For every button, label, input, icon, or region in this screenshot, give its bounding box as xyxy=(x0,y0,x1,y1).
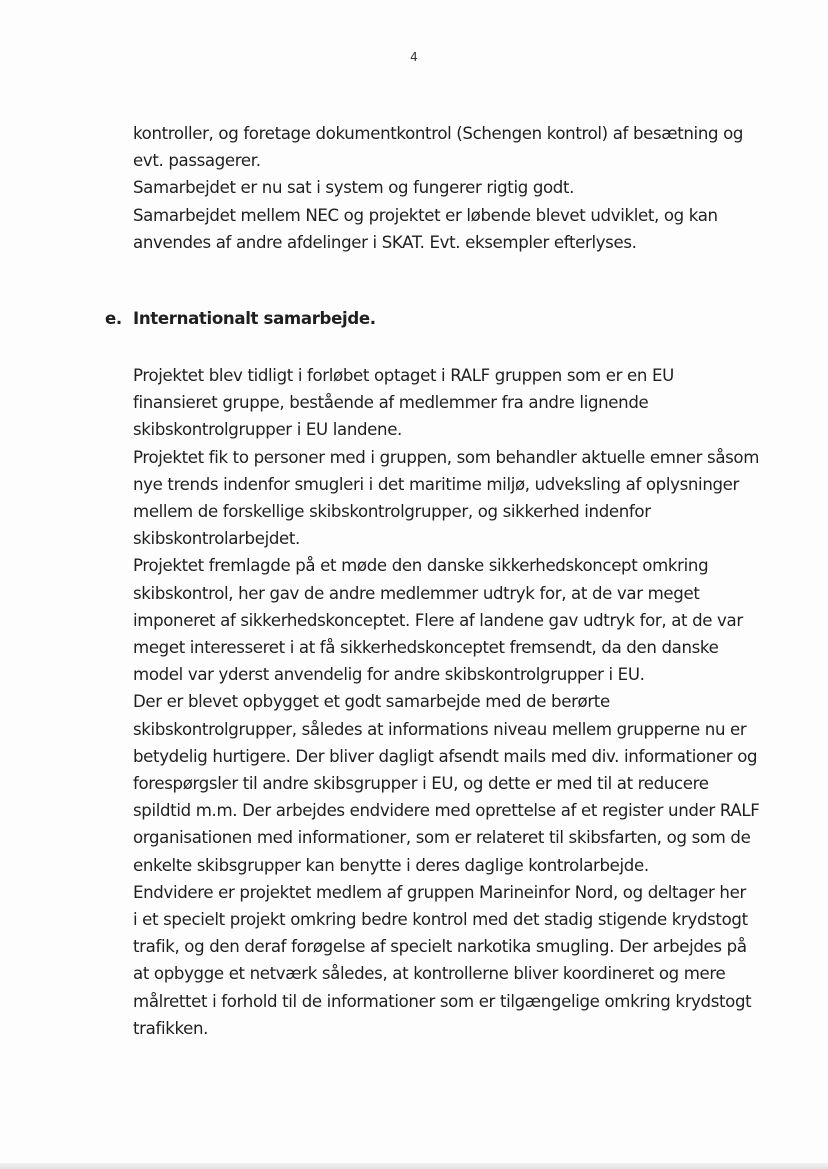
text-line: model var yderst anvendelig for andre skibskontrolgrupper i EU. xyxy=(133,665,645,685)
text-line: Samarbejdet mellem NEC og projektet er løbende blevet udviklet, og kan xyxy=(133,205,718,225)
text-line: trafikken. xyxy=(133,1018,209,1038)
text-line: evt. passagerer. xyxy=(133,151,261,171)
text-line: målrettet i forhold til de informationer som er tilgængelige omkring krydstogt xyxy=(133,991,752,1011)
text-line: Endvidere er projektet medlem af gruppen Marineinfor Nord, og deltager her xyxy=(133,882,746,902)
text-line: Samarbejdet er nu sat i system og fungerer rigtig godt. xyxy=(133,178,575,198)
page-number: 4 xyxy=(410,50,418,64)
text-line: mellem de forskellige skibskontrolgrupper, og sikkerhed indenfor xyxy=(133,502,651,522)
text-line: Projektet fremlagde på et møde den danske sikkerhedskoncept omkring xyxy=(133,556,709,576)
text-line: kontroller, og foretage dokumentkontrol (Schengen kontrol) af besætning og xyxy=(133,124,744,143)
text-line: skibskontrolgrupper, således at informations niveau mellem grupperne nu er xyxy=(133,719,747,739)
text-line: finansieret gruppe, bestående af medlemmer fra andre lignende xyxy=(133,393,649,413)
scan-bottom-edge xyxy=(0,1163,828,1169)
text-line: enkelte skibsgrupper kan benytte i deres daglige kontrolarbejde. xyxy=(133,855,649,875)
text-line: Projektet fik to personer med i gruppen, som behandler aktuelle emner såsom xyxy=(133,447,760,467)
text-line: skibskontrolgrupper i EU landene. xyxy=(133,420,402,440)
text-line: trafik, og den deraf forøgelse af specielt narkotika smugling. Der arbejdes på xyxy=(133,937,747,957)
text-line: meget interesseret i at få sikkerhedskonceptet fremsendt, da den danske xyxy=(133,638,719,658)
text-line: Der er blevet opbygget et godt samarbejde med de berørte xyxy=(133,692,610,712)
text-line: skibskontrolarbejdet. xyxy=(133,529,300,549)
text-line: anvendes af andre afdelinger i SKAT. Evt. eksempler efterlyses. xyxy=(133,232,637,252)
text-line: nye trends indenfor smugleri i det maritime miljø, udveksling af oplysninger xyxy=(133,474,739,494)
section-heading xyxy=(105,309,376,328)
text-line: Projektet blev tidligt i forløbet optaget i RALF gruppen som er en EU xyxy=(133,366,674,385)
text-line: organisationen med informationer, som er relateret til skibsfarten, og som de xyxy=(133,828,751,848)
text-line: betydelig hurtigere. Der bliver dagligt afsendt mails med div. informationer og xyxy=(133,746,758,766)
text-line: forespørgsler til andre skibsgrupper i EU, og dette er med til at reducere xyxy=(133,774,709,794)
section-title: Internationalt samarbejde. xyxy=(133,309,376,328)
text-line: imponeret af sikkerhedskonceptet. Flere af landene gav udtryk for, at de var xyxy=(133,610,743,630)
section-marker: e. xyxy=(105,309,122,328)
text-line: at opbygge et netværk således, at kontrollerne bliver koordineret og mere xyxy=(133,964,726,984)
text-line: i et specielt projekt omkring bedre kontrol med det stadig stigende krydstogt xyxy=(133,910,748,930)
section-body xyxy=(133,362,773,1042)
text-line: skibskontrol, her gav de andre medlemmer udtryk for, at de var meget xyxy=(133,583,700,603)
intro-paragraph xyxy=(133,120,773,256)
text-line: spildtid m.m. Der arbejdes endvidere med oprettelse af et register under RALF xyxy=(133,801,760,821)
